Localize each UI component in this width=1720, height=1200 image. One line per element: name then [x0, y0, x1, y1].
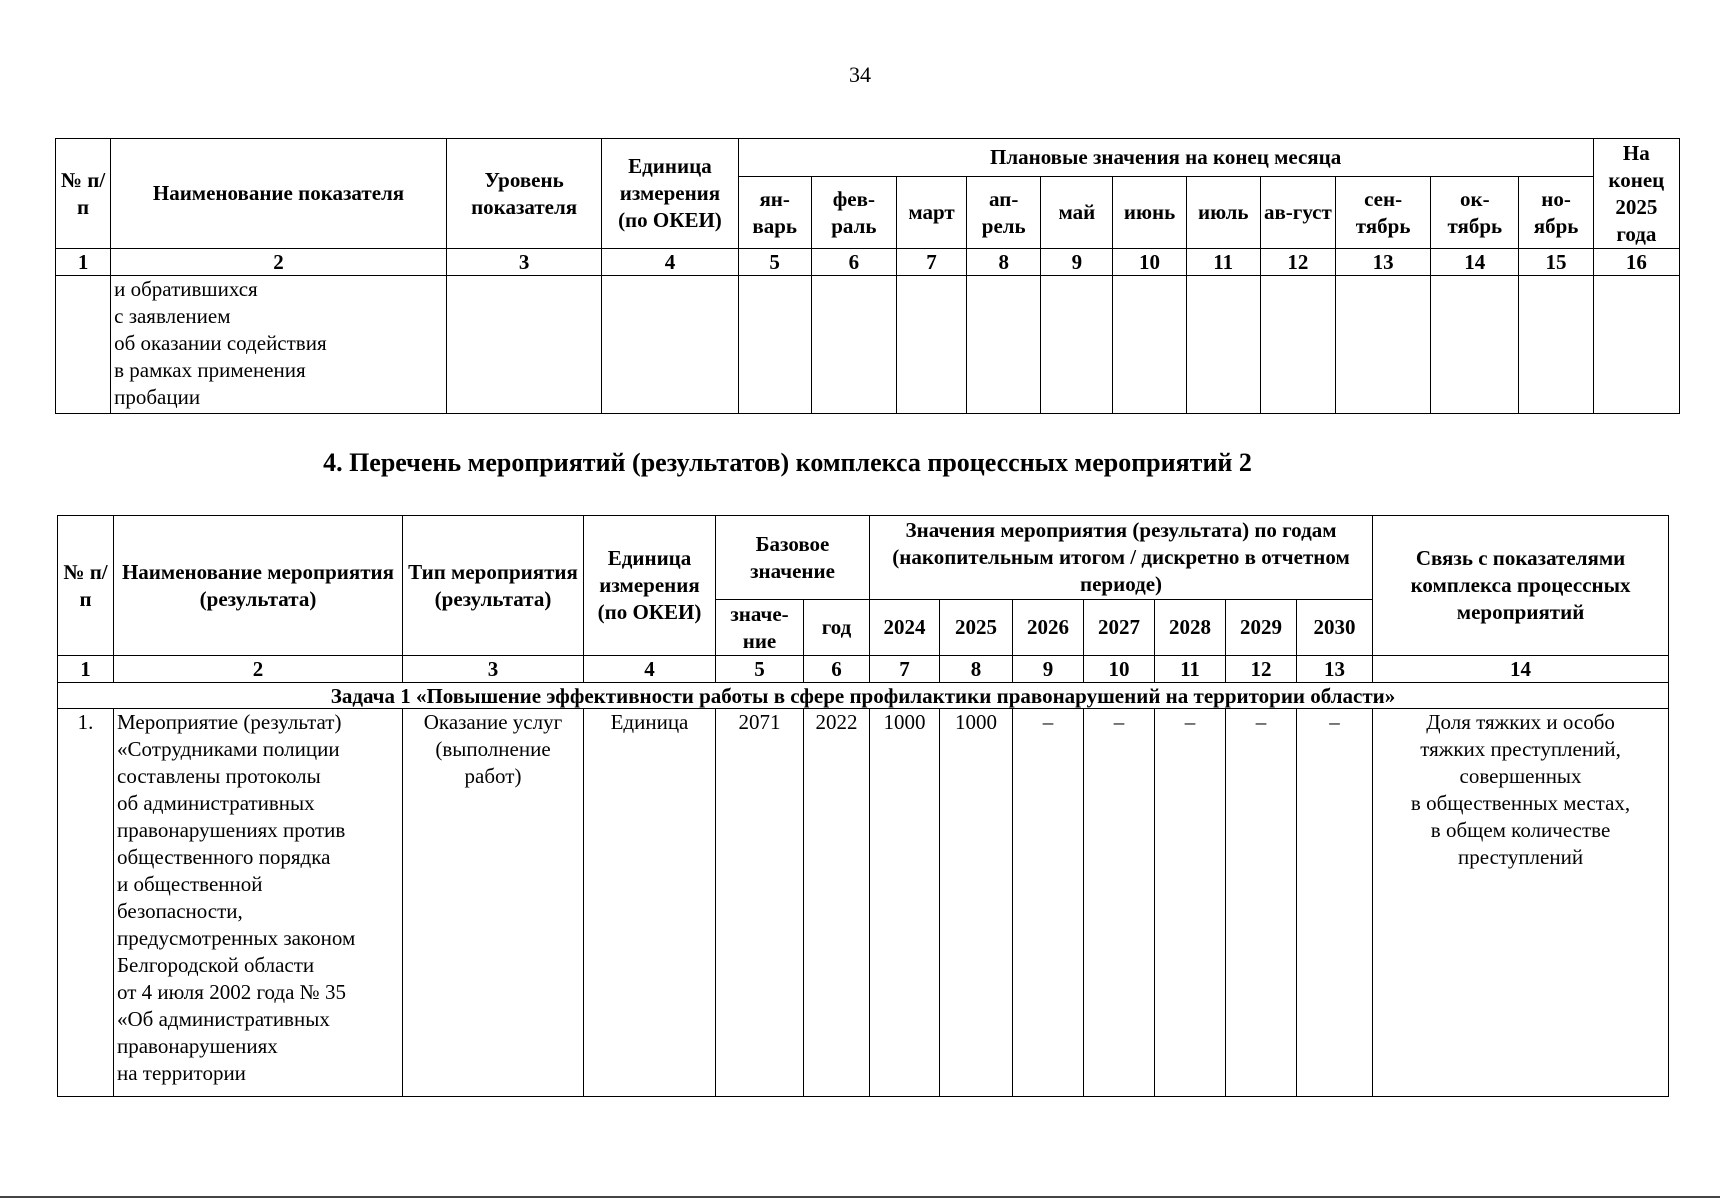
column-index: 12: [1260, 249, 1335, 276]
column-index: 8: [967, 249, 1041, 276]
empty-cell: [1593, 276, 1679, 414]
text-line: об оказании содействия: [114, 331, 327, 355]
column-index: 1: [58, 656, 114, 683]
header-indicator-name: Наименование показателя: [111, 139, 447, 249]
column-index: 9: [1041, 249, 1113, 276]
column-index: 16: [1593, 249, 1679, 276]
header-month: сен-тябрь: [1335, 177, 1430, 249]
header-year: 2025: [940, 600, 1013, 656]
page-number: 34: [849, 62, 871, 87]
column-index: 5: [716, 656, 804, 683]
header-type: Тип мероприятия (результата): [403, 516, 584, 656]
text-line: и общественной: [117, 872, 263, 896]
column-index: 11: [1186, 249, 1260, 276]
column-index: 4: [602, 249, 738, 276]
text-line: «Об административных: [117, 1007, 330, 1031]
header-level: Уровень показателя: [446, 139, 601, 249]
text-line: предусмотренных законом: [117, 926, 356, 950]
column-index: 9: [1013, 656, 1084, 683]
column-index: 8: [940, 656, 1013, 683]
empty-cell: [1186, 276, 1260, 414]
text-line: в общественных местах,: [1410, 791, 1631, 815]
indicators-table: [55, 138, 1680, 414]
empty-cell: [1041, 276, 1113, 414]
indicator-name-cell: [111, 276, 447, 414]
row-num: 1.: [58, 709, 114, 1097]
header-year: 2030: [1297, 600, 1373, 656]
header-month: ян-варь: [738, 177, 811, 249]
column-index: 12: [1226, 656, 1297, 683]
header-planned-values: Плановые значения на конец месяца: [738, 139, 1593, 177]
text-line: (выполнение: [435, 737, 551, 761]
column-index: 7: [870, 656, 940, 683]
column-index: 11: [1155, 656, 1226, 683]
empty-cell: [602, 276, 738, 414]
empty-cell: [1335, 276, 1430, 414]
header-year: 2027: [1084, 600, 1155, 656]
header-base-value-value: значе-ние: [716, 600, 804, 656]
text-line: с заявлением: [114, 304, 231, 328]
header-month: март: [896, 177, 966, 249]
header-base-value-year: год: [804, 600, 870, 656]
empty-cell: [1519, 276, 1593, 414]
scan-edge-line: [0, 1196, 1720, 1198]
column-index: 10: [1113, 249, 1186, 276]
header-base-value: Базовое значение: [716, 516, 870, 600]
header-year: 2028: [1155, 600, 1226, 656]
empty-cell: [1113, 276, 1186, 414]
column-index: 3: [446, 249, 601, 276]
year-value-cell: –: [1226, 709, 1297, 1097]
year-value-cell: –: [1084, 709, 1155, 1097]
text-line: в общем количестве: [1430, 818, 1611, 842]
header-link: Связь с показателями комплекса процессных мероприятий: [1373, 516, 1669, 656]
header-month: но-ябрь: [1519, 177, 1593, 249]
column-index: 13: [1297, 656, 1373, 683]
text-line: работ): [464, 764, 522, 788]
column-index: 14: [1373, 656, 1669, 683]
column-index: 3: [403, 656, 584, 683]
base-value-cell: 2071: [716, 709, 804, 1097]
year-value-cell: –: [1155, 709, 1226, 1097]
header-year-values: Значения мероприятия (результата) по годам (накопительным итогом / дискретно в отчетном периоде): [870, 516, 1373, 600]
text-line: на территории: [117, 1061, 246, 1085]
header-activity-name: Наименование мероприятия (результата): [114, 516, 403, 656]
empty-cell: [896, 276, 966, 414]
text-line: и обратившихся: [114, 277, 258, 301]
column-index: 2: [111, 249, 447, 276]
header-month: май: [1041, 177, 1113, 249]
year-value-cell: 1000: [870, 709, 940, 1097]
year-value-cell: –: [1013, 709, 1084, 1097]
header-num: № п/п: [56, 139, 111, 249]
text-line: тяжких преступлений,: [1420, 737, 1621, 761]
activity-name-cell: [114, 709, 403, 1097]
text-line: от 4 июля 2002 года № 35: [117, 980, 346, 1004]
activity-type-cell: [403, 709, 584, 1097]
column-index: 10: [1084, 656, 1155, 683]
activities-table: [57, 515, 1669, 1097]
text-line: об административных: [117, 791, 315, 815]
text-line: Оказание услуг: [423, 710, 563, 734]
header-year: 2026: [1013, 600, 1084, 656]
empty-cell: [738, 276, 811, 414]
empty-cell: [446, 276, 601, 414]
header-month: фев-раль: [811, 177, 896, 249]
text-line: правонарушениях: [117, 1034, 278, 1058]
activity-unit-cell: Единица: [584, 709, 716, 1097]
column-index: 6: [804, 656, 870, 683]
header-month: июнь: [1113, 177, 1186, 249]
empty-cell: [811, 276, 896, 414]
header-end-year: На конец 2025 года: [1593, 139, 1679, 249]
text-line: совершенных: [1459, 764, 1582, 788]
column-index: 4: [584, 656, 716, 683]
text-line: пробации: [114, 385, 201, 409]
row-num: [56, 276, 111, 414]
text-line: составлены протоколы: [117, 764, 321, 788]
header-year: 2024: [870, 600, 940, 656]
header-num: № п/п: [58, 516, 114, 656]
header-unit: Единица измерения (по ОКЕИ): [602, 139, 738, 249]
link-cell: [1373, 709, 1669, 1097]
task-row: Задача 1 «Повышение эффективности работы в сфере профилактики правонарушений на территории области»: [58, 683, 1669, 709]
text-line: «Сотрудниками полиции: [117, 737, 340, 761]
text-line: безопасности,: [117, 899, 243, 923]
section-title: 4. Перечень мероприятий (результатов) комплекса процессных мероприятий 2: [323, 448, 1252, 477]
column-index: 15: [1519, 249, 1593, 276]
empty-cell: [1260, 276, 1335, 414]
text-line: Мероприятие (результат): [117, 710, 342, 734]
column-index: 13: [1335, 249, 1430, 276]
base-year-cell: 2022: [804, 709, 870, 1097]
text-line: в рамках применения: [114, 358, 306, 382]
column-index: 7: [896, 249, 966, 276]
year-value-cell: –: [1297, 709, 1373, 1097]
empty-cell: [967, 276, 1041, 414]
text-line: преступлений: [1458, 845, 1584, 869]
header-year: 2029: [1226, 600, 1297, 656]
header-month: ап-рель: [967, 177, 1041, 249]
header-month: ав-густ: [1260, 177, 1335, 249]
empty-cell: [1431, 276, 1519, 414]
header-month: ок-тябрь: [1431, 177, 1519, 249]
text-line: Белгородской области: [117, 953, 315, 977]
text-line: правонарушениях против: [117, 818, 346, 842]
column-index: 6: [811, 249, 896, 276]
column-index: 5: [738, 249, 811, 276]
header-unit: Единица измерения (по ОКЕИ): [584, 516, 716, 656]
column-index: 2: [114, 656, 403, 683]
header-month: июль: [1186, 177, 1260, 249]
text-line: общественного порядка: [117, 845, 331, 869]
text-line: Доля тяжких и особо: [1426, 710, 1615, 734]
column-index: 1: [56, 249, 111, 276]
column-index: 14: [1431, 249, 1519, 276]
year-value-cell: 1000: [940, 709, 1013, 1097]
